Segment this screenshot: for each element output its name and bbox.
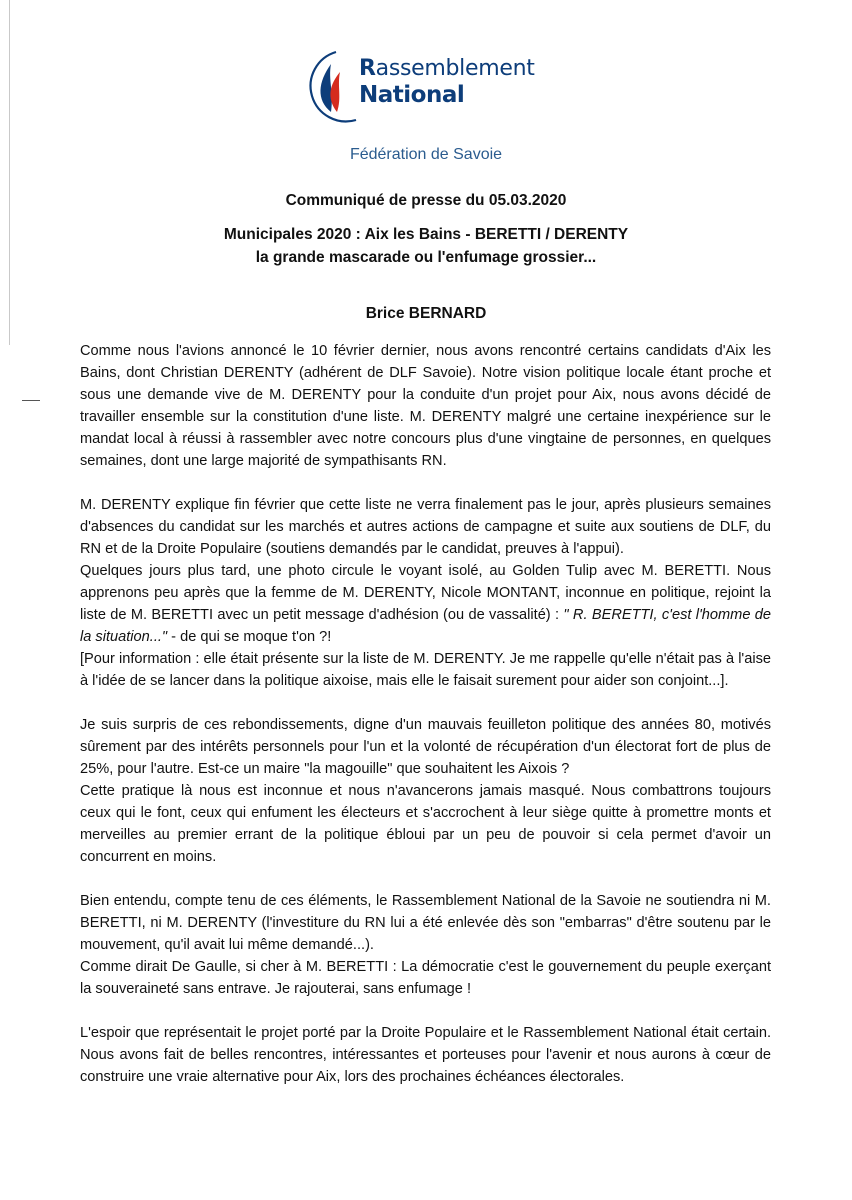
body-paragraph: Bien entendu, compte tenu de ces éléments, le Rassemblement National de la Savoie ne soutiendra ni M. BERETTI, ni M. DERENTY (l'investiture du RN lui a été enlevée dès son "embarras" d'être soutenu par le mouvement, qu'il avait lui même demandé...). <box>80 893 771 953</box>
logo-wordmark-line2: National <box>359 82 465 108</box>
body-paragraph: [Pour information : elle était présente sur la liste de M. DERENTY. Je me rappelle qu'elle n'était pas à l'aise à l'idée de se lancer dans la politique aixoise, mais elle le faisait surement pour aider son conjoint...]. <box>80 651 771 689</box>
quote-text: " R. BERETTI, c'est l'homme de la situation..." <box>80 607 772 645</box>
body-paragraph: Comme dirait De Gaulle, si cher à M. BERETTI : La démocratie c'est le gouvernement du peuple exerçant la souveraineté sans entrave. Je rajouterai, sans enfumage ! <box>80 959 771 997</box>
press-title-line1: Municipales 2020 : Aix les Bains - BERETTI / DERENTY <box>223 226 629 243</box>
logo-wordmark-line1: Rassemblement <box>359 56 535 81</box>
federation-subtitle: Fédération de Savoie <box>349 146 503 163</box>
press-title-line2: la grande mascarade ou l'enfumage grossier... <box>255 249 597 266</box>
body-paragraph: Cette pratique là nous est inconnue et nous n'avancerons jamais masqué. Nous combattrons toujours ceux qui le font, ceux qui enfument les électeurs et s'accrochent à leur siège quitte à promettre monts et merveilles au premier errant de la politique ébloui par un peu de pouvoir si cela permet d'avoir un concurrent en moins. <box>80 783 771 865</box>
flame-emblem-icon <box>306 48 358 126</box>
body-paragraph: L'espoir que représentait le projet porté par la Droite Populaire et le Rassemblement National était certain. Nous avons fait de belles rencontres, intéressantes et porteuses pour l'avenir et nous aurons à cœur de construire une vraie alternative pour Aix, lors des prochaines échéances électorales. <box>80 1025 771 1085</box>
scan-edge-mark <box>22 400 40 401</box>
scan-edge-line <box>9 0 10 345</box>
communique-heading: Communiqué de presse du 05.03.2020 <box>285 192 567 209</box>
body-paragraph: Comme nous l'avions annoncé le 10 février dernier, nous avons rencontré certains candidats d'Aix les Bains, dont Christian DERENTY (adhérent de DLF Savoie). Notre vision politique locale étant proche et sous une demande vive de M. DERENTY pour la conduite d'un projet pour Aix, nous avons décidé de travailler ensemble sur la constitution d'une liste. M. DERENTY malgré une certaine inexpérience sur le mandat local à réussi à rassembler avec notre concours plus d'une vingtaine de personnes, en quelques semaines, dont une large majorité de sympathisants RN. <box>80 343 771 469</box>
body-paragraph: M. DERENTY explique fin février que cette liste ne verra finalement pas le jour, après plusieurs semaines d'absences du candidat sur les marchés et autres actions de campagne et suite aux soutiens de DLF, du RN et de la Droite Populaire (soutiens demandés par le candidat, preuves à l'appui). <box>80 497 771 557</box>
body-paragraph: Quelques jours plus tard, une photo circule le voyant isolé, au Golden Tulip avec M. BERETTI. Nous apprenons peu après que la femme de M. DERENTY, Nicole MONTANT, inconnue en politique, rejoint la liste de M. BERETTI avec un petit message d'adhésion (ou de vassalité) : " R. BERETTI, c'est l'homme de la situation..." - de qui se moque t'on ?! <box>80 563 772 645</box>
rn-logo <box>306 48 566 126</box>
author-name: Brice BERNARD <box>365 305 487 322</box>
body-paragraph: Je suis surpris de ces rebondissements, digne d'un mauvais feuilleton politique des années 80, motivés sûrement par des intérêts personnels pour l'un et la volonté de récupération d'un électorat fort de plus de 25%, pour l'autre. Est-ce un maire "la magouille" que souhaitent les Aixois ? <box>80 717 771 777</box>
press-release-body <box>80 340 771 1110</box>
